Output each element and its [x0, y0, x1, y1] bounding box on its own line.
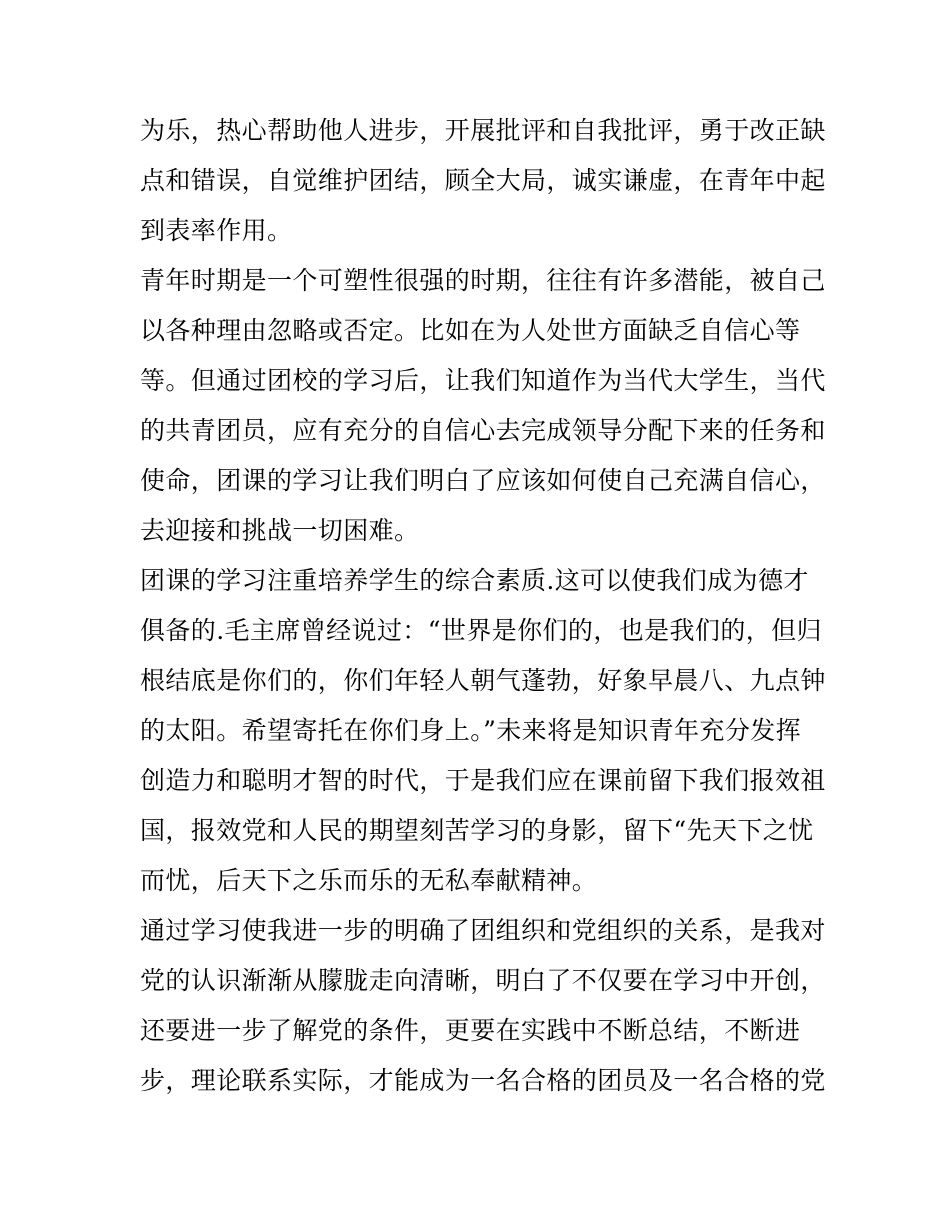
- text-line: 创造力和聪明才智的时代，于是我们应在课前留下我们报效祖: [140, 766, 826, 795]
- text-line: 的太阳。希望寄托在你们身上。”未来将是知识青年充分发挥: [140, 716, 802, 745]
- document-body-text: [140, 106, 830, 1106]
- text-line: 团课的学习注重培养学生的综合素质.这可以使我们成为德才: [140, 566, 809, 595]
- text-line: 以各种理由忽略或否定。比如在为人处世方面缺乏自信心等: [140, 316, 801, 345]
- text-line: 使命，团课的学习让我们明白了应该如何使自己充满自信心，: [140, 466, 826, 495]
- text-line: 为乐，热心帮助他人进步，开展批评和自我批评，勇于改正缺: [140, 116, 826, 145]
- text-line: 国，报效党和人民的期望刻苦学习的身影，留下“先天下之忧: [140, 816, 814, 845]
- text-line: 而忧，后天下之乐而乐的无私奉献精神。: [140, 866, 598, 895]
- text-line: 点和错误，自觉维护团结，顾全大局，诚实谦虚，在青年中起: [140, 166, 826, 195]
- text-line: 步，理论联系实际，才能成为一名合格的团员及一名合格的党: [140, 1066, 826, 1095]
- text-line: 到表率作用。: [140, 216, 293, 245]
- text-line: 去迎接和挑战一切困难。: [140, 516, 420, 545]
- text-line: 等。但通过团校的学习后，让我们知道作为当代大学生，当代: [140, 366, 826, 395]
- text-line: 青年时期是一个可塑性很强的时期，往往有许多潜能，被自己: [140, 266, 826, 295]
- text-line: 俱备的.毛主席曾经说过：“世界是你们的，也是我们的，但归: [140, 616, 822, 645]
- text-line: 党的认识渐渐从朦胧走向清晰，明白了不仅要在学习中开创，: [140, 966, 826, 995]
- text-line: 还要进一步了解党的条件，更要在实践中不断总结，不断进: [140, 1016, 801, 1045]
- text-line: 的共青团员，应有充分的自信心去完成领导分配下来的任务和: [140, 416, 826, 445]
- text-line: 通过学习使我进一步的明确了团组织和党组织的关系，是我对: [140, 916, 826, 945]
- text-line: 根结底是你们的，你们年轻人朝气蓬勃，好象早晨八、九点钟: [140, 666, 826, 695]
